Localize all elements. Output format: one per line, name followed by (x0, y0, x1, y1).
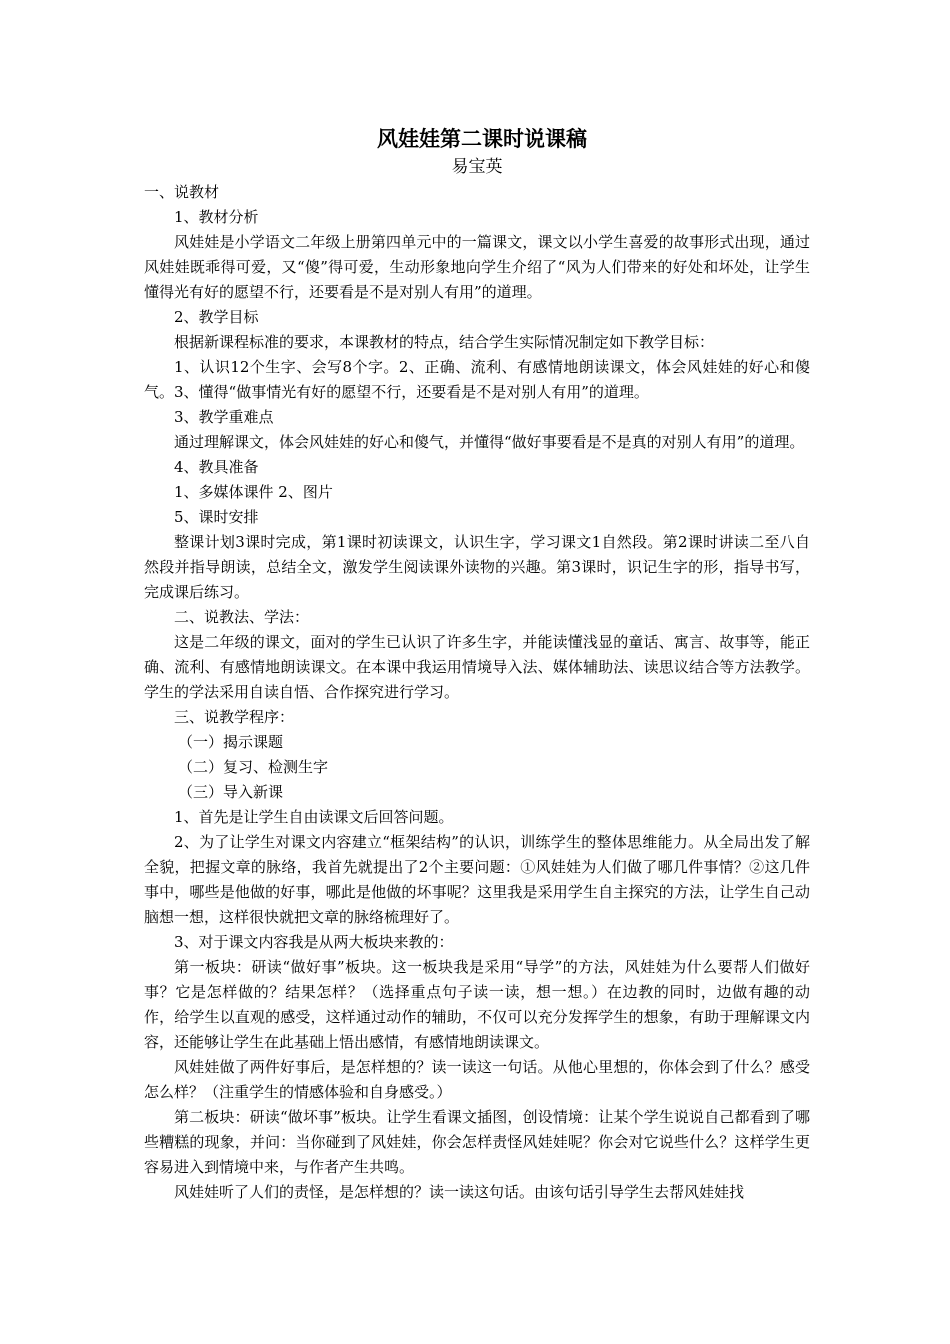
paragraph: 4、教具准备 (174, 458, 259, 476)
paragraph-list (144, 180, 810, 1205)
paragraph: 这是二年级的课文，面对的学生已认识了许多生字，并能读懂浅显的童话、寓言、故事等，能正确、流利、有感情地朗读课文。在本课中我运用情境导入法、媒体辅助法、读思议结合等方法教学。学生的学法采用自读自悟、合作探究进行学习。 (144, 633, 810, 701)
paragraph: 风娃娃是小学语文二年级上册第四单元中的一篇课文，课文以小学生喜爱的故事形式出现，通过风娃娃既乖得可爱，又“傻”得可爱，生动形象地向学生介绍了“风为人们带来的好处和坏处，让学生懂得光有好的愿望不行，还要看是不是对别人有用”的道理。 (144, 233, 810, 301)
paragraph: 1、多媒体课件 2、图片 (174, 483, 333, 501)
paragraph: 三、说教学程序： (174, 708, 295, 726)
paragraph: 根据新课程标准的要求，本课教材的特点，结合学生实际情况制定如下教学目标： (174, 333, 715, 351)
paragraph: （一）揭示课题 (178, 733, 284, 751)
paragraph: （二）复习、检测生字 (178, 758, 329, 776)
paragraph: 第一板块：研读“做好事”板块。这一板块我是采用“导学”的方法，风娃娃为什么要帮人们做好事？它是怎样做的？结果怎样？（选择重点句子读一读，想一想。）在边教的同时，边做有趣的动作，给学生以直观的感受，这样通过动作的辅助，不仅可以充分发挥学生的想象，有助于理解课文内容，还能够让学生在此基础上悟出感情，有感情地朗读课文。 (144, 958, 810, 1051)
paragraph: 一、说教材 (144, 183, 220, 201)
paragraph: 3、教学重难点 (174, 408, 274, 426)
document-title: 风娃娃第二课时说课稿 (377, 126, 587, 151)
paragraph: 风娃娃做了两件好事后，是怎样想的？读一读这一句话。从他心里想的，你体会到了什么？感受怎么样？（注重学生的情感体验和自身感受。） (144, 1058, 810, 1101)
document-body (144, 124, 810, 1205)
paragraph: （三）导入新课 (178, 783, 284, 801)
paragraph: 5、课时安排 (174, 508, 259, 526)
paragraph: 二、说教法、学法： (174, 608, 310, 626)
document-author: 易宝英 (451, 157, 503, 177)
paragraph: 第二板块：研读“做坏事”板块。让学生看课文插图，创设情境：让某个学生说说自己都看到了哪些糟糕的现象，并问：当你碰到了风娃娃，你会怎样责怪风娃娃呢？你会对它说些什么？这样学生更容易进入到情境中来，与作者产生共鸣。 (144, 1108, 810, 1176)
paragraph: 整课计划3课时完成，第1课时初读课文，认识生字，学习课文1自然段。第2课时讲读二至八自然段并指导朗读，总结全文，激发学生阅读课外读物的兴趣。第3课时，识记生字的形，指导书写，完成课后练习。 (144, 533, 810, 601)
paragraph: 1、教材分析 (174, 208, 259, 226)
paragraph: 1、首先是让学生自由读课文后回答问题。 (174, 808, 454, 826)
paragraph: 3、对于课文内容我是从两大板块来教的： (174, 933, 454, 951)
paragraph: 风娃娃听了人们的责怪，是怎样想的？读一读这句话。由该句话引导学生去帮风娃娃找 (174, 1183, 745, 1201)
paragraph: 2、教学目标 (174, 308, 259, 326)
paragraph: 2、为了让学生对课文内容建立“框架结构”的认识，训练学生的整体思维能力。从全局出发了解全貌，把握文章的脉络，我首先就提出了2个主要问题：①风娃娃为人们做了哪几件事情？②这几件事中，哪些是他做的好事，哪此是他做的坏事呢？这里我是采用学生自主探究的方法，让学生自己动脑想一想，这样很快就把文章的脉络梳理好了。 (144, 833, 810, 926)
paragraph: 通过理解课文，体会风娃娃的好心和傻气，并懂得“做好事要看是不是真的对别人有用”的道理。 (174, 433, 805, 451)
paragraph: 1、认识12个生字、会写8个字。2、正确、流利、有感情地朗读课文，体会风娃娃的好心和傻气。3、懂得“做事情光有好的愿望不行，还要看是不是对别人有用”的道理。 (144, 358, 810, 401)
